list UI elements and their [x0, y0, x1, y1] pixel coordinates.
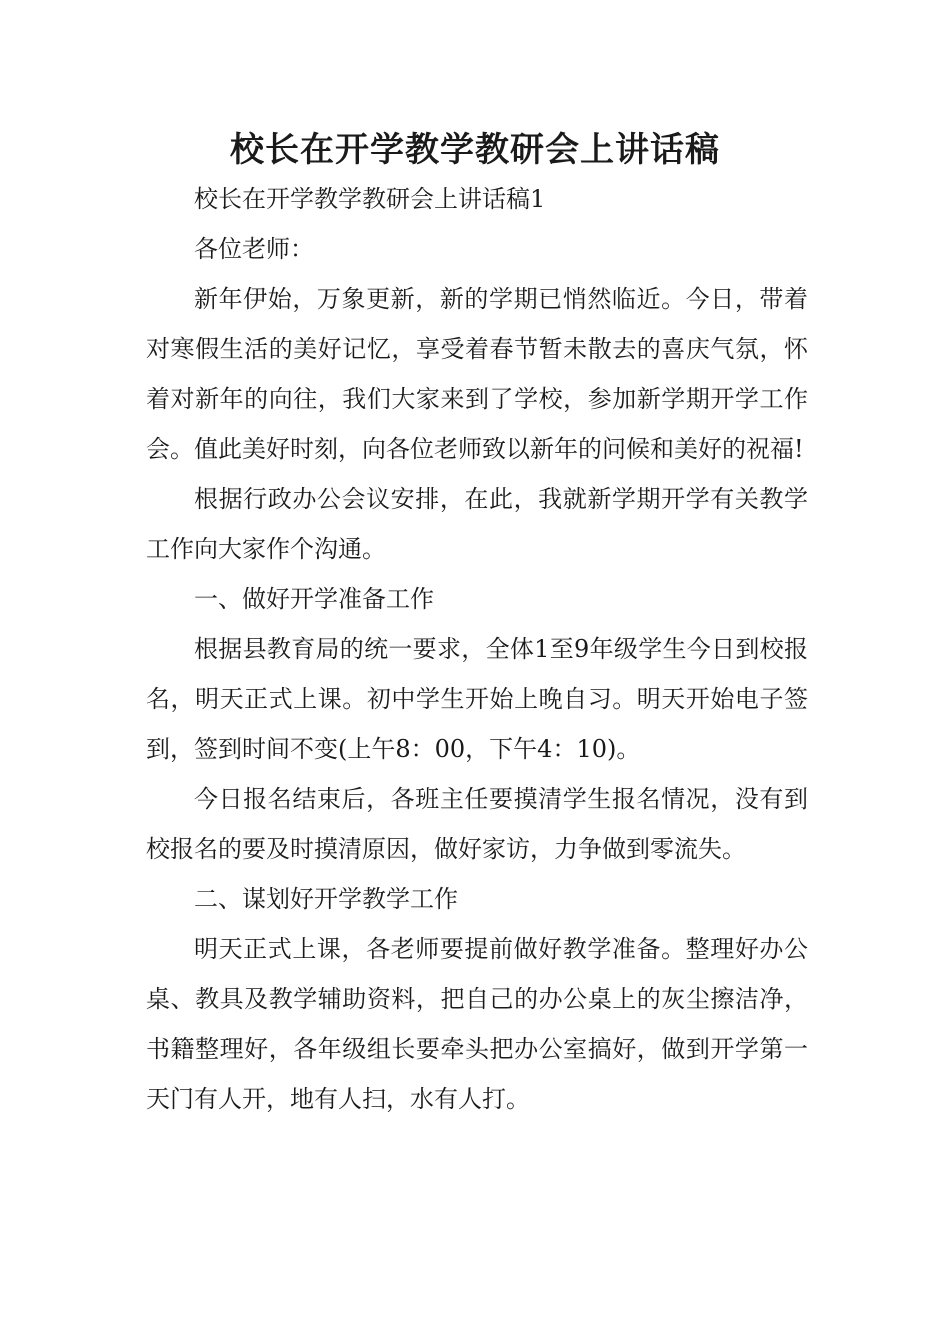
- paragraph-followup: 今日报名结束后，各班主任要摸清学生报名情况，没有到校报名的要及时摸清原因，做好家访，力争做到零流失。: [146, 785, 808, 863]
- salutation: 各位老师：: [194, 235, 314, 263]
- paragraph-intro: 根据行政办公会议安排，在此，我就新学期开学有关教学工作向大家作个沟通。: [146, 485, 808, 563]
- paragraph-preparation: 明天正式上课，各老师要提前做好教学准备。整理好办公桌、教具及教学辅助资料，把自己的办公桌上的灰尘擦洁净，书籍整理好，各年级组长要牵头把办公室搞好，做到开学第一天门有人开，地有人扫，水有人打。: [146, 935, 808, 1113]
- document-body: [146, 174, 808, 1124]
- paragraph-registration: 根据县教育局的统一要求，全体1至9年级学生今日到校报名，明天正式上课。初中学生开始上晚自习。明天开始电子签到，签到时间不变(上午8：00，下午4：10)。: [146, 635, 808, 763]
- section-heading-2: 二、谋划好开学教学工作: [194, 885, 458, 913]
- document-title: 校长在开学教学教研会上讲话稿: [230, 130, 720, 170]
- speech-subtitle: 校长在开学教学教研会上讲话稿1: [194, 185, 546, 213]
- paragraph-opening: 新年伊始，万象更新，新的学期已悄然临近。今日，带着对寒假生活的美好记忆，享受着春节暂未散去的喜庆气氛，怀着对新年的向往，我们大家来到了学校，参加新学期开学工作会。值此美好时刻，向各位老师致以新年的问候和美好的祝福!: [146, 285, 808, 463]
- section-heading-1: 一、做好开学准备工作: [194, 585, 434, 613]
